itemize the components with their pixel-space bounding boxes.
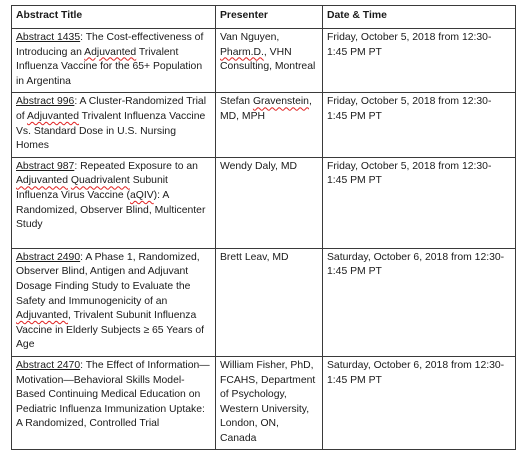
title-text: , Trivalent Subunit Influenza Vaccine in Elderly Subjects ≥ 65 Years of Age [16, 310, 205, 351]
date-time-cell: Friday, October 5, 2018 from 12:30-1:45 PM PT [323, 157, 516, 248]
date-time-cell: Saturday, October 6, 2018 from 12:30-1:45 PM PT [323, 248, 516, 356]
table-row [12, 29, 516, 93]
title-text: Trivalent Influenza Vaccine for the 65+ Population in Argentina [16, 46, 203, 87]
abstract-id: Abstract 2470 [16, 359, 81, 371]
spellcheck-word: aQIV [129, 189, 154, 201]
table-header-row [12, 6, 516, 29]
spellcheck-word: Adjuvanted [84, 46, 137, 58]
presenter-text: , VHN Consulting, Montreal [220, 46, 316, 73]
date-time-cell: Friday, October 5, 2018 from 12:30-1:45 PM PT [323, 93, 516, 157]
presenter-text: Brett Leav, MD [220, 251, 289, 263]
abstract-title-cell [12, 157, 216, 248]
presenter-cell [216, 157, 323, 248]
title-text: : A Cluster-Randomized Trial of [16, 96, 207, 122]
title-text: ): A Randomized, Observer Blind, Multicenter Study [16, 189, 206, 231]
title-text: Trivalent Influenza Vaccine Vs. Standard Dose in U.S. Nursing Homes [16, 110, 206, 152]
spellcheck-word: Adjuvanted [16, 175, 68, 187]
spellcheck-word: Pharm.D. [220, 46, 264, 58]
abstract-id: Abstract 1435 [16, 32, 81, 43]
presenter-text: Stefan [220, 96, 253, 108]
abstract-id: Abstract 996 [16, 96, 75, 108]
header-abstract-title: Abstract Title [12, 6, 216, 29]
title-text: : The Cost-effectiveness of Introducing an [16, 32, 204, 58]
presenter-text: Wendy Daly, MD [220, 160, 297, 172]
spellcheck-word: Adjuvanted [26, 110, 79, 122]
spellcheck-word: Gravenstein [252, 96, 309, 108]
presenter-text: , MD, MPH [220, 96, 312, 122]
abstract-id: Abstract 987 [16, 160, 75, 172]
abstract-title-cell [12, 29, 216, 93]
date-time-cell: Saturday, October 6, 2018 from 12:30-1:45 PM PT [323, 356, 516, 450]
title-text: : A Phase 1, Randomized, Observer Blind, Antigen and Adjuvant Dosage Finding Study to Evaluate the Safety and Immunogenicity of an [16, 251, 200, 307]
header-presenter: Presenter [216, 6, 323, 29]
presenter-cell [216, 29, 323, 93]
abstract-title-cell [12, 248, 216, 356]
abstract-title-cell [12, 356, 216, 450]
presenter-text: William Fisher, PhD, FCAHS, Department of Psychology, Western University, London, ON, Canada [220, 359, 316, 444]
presenter-cell [216, 248, 323, 356]
spellcheck-word: Quadrivalent [70, 175, 130, 187]
table-row [12, 157, 516, 248]
spellcheck-word: Adjuvanted [16, 310, 68, 322]
header-date-time: Date & Time [323, 6, 516, 29]
date-time-cell: Friday, October 5, 2018 from 12:30-1:45 PM PT [323, 29, 516, 93]
presenter-cell [216, 356, 323, 450]
title-text: : Repeated Exposure to an [74, 160, 198, 172]
table-row [12, 248, 516, 356]
table-row [12, 356, 516, 450]
title-text: Subunit Influenza Virus Vaccine ( [16, 175, 168, 201]
presenter-cell [216, 93, 323, 157]
title-text: : The Effect of Information—Motivation—Behavioral Skills Model-Based Continuing Medical Education on Pediatric Influenza Immunization Uptake: A Randomized, Controlled Trial [16, 359, 210, 430]
presenter-text: Van Nguyen, [220, 32, 280, 43]
abstract-title-cell [12, 93, 216, 157]
table-row [12, 93, 516, 157]
abstracts-table [11, 5, 516, 450]
abstract-id: Abstract 2490 [16, 251, 81, 263]
